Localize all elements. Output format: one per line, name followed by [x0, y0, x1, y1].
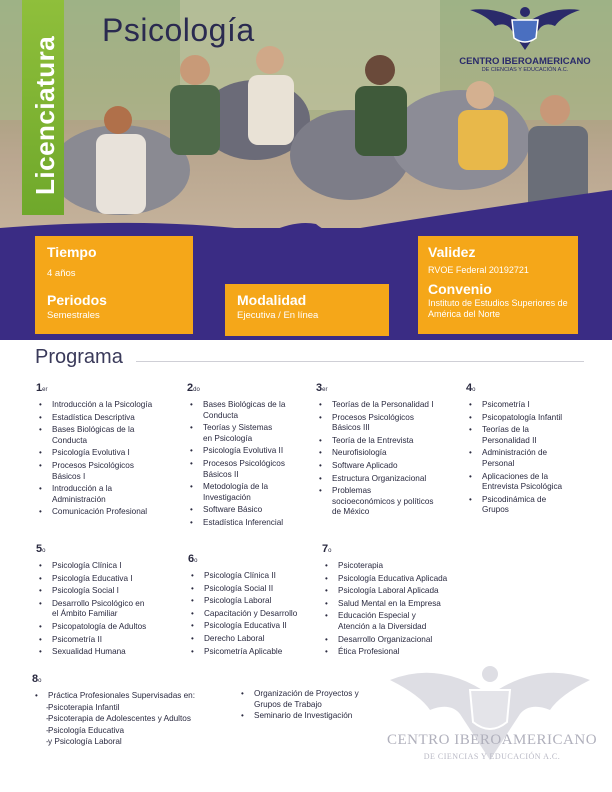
course-item: • Estructura Organizacional	[316, 474, 466, 485]
course-item: • Psicología Educativa Aplicada	[322, 574, 482, 585]
semester-heading: 7o	[322, 543, 332, 555]
course-item: • Psicología Laboral Aplicada	[322, 586, 482, 597]
validez-label: Validez	[428, 244, 476, 260]
watermark-name: CENTRO IBEROAMERICANO	[386, 732, 598, 748]
periodos-label: Periodos	[47, 292, 107, 308]
semester-2	[187, 382, 305, 531]
course-item: • Introducción a la Psicología	[36, 400, 186, 411]
course-item: • Psicometría I	[466, 400, 596, 411]
practice-area: - y Psicología Laboral	[32, 737, 252, 748]
course-list	[188, 571, 318, 657]
semester-7	[322, 543, 482, 660]
course-item: • Psicología Laboral	[188, 596, 318, 607]
eagle-emblem-icon	[450, 2, 600, 54]
semester-4	[466, 382, 596, 518]
logo-subtitle: DE CIENCIAS Y EDUCACIÓN A.C.	[481, 67, 569, 73]
semester-heading: 8o	[32, 673, 42, 685]
course-item: • Estadística Inferencial	[187, 518, 305, 529]
course-item: • Sexualidad Humana	[36, 647, 186, 658]
course-item: • Software Básico	[187, 505, 305, 516]
course-item: • Desarrollo Psicológico en el Ámbito Familiar	[36, 599, 146, 620]
practice-sublist	[32, 703, 252, 748]
course-item: • Problemas socioeconómicos y políticos de México	[316, 486, 436, 518]
semester-5	[36, 543, 186, 660]
course-item: • Organización de Proyectos y Grupos de Trabajo	[238, 689, 362, 710]
semester-6	[188, 553, 318, 659]
course-list	[316, 400, 466, 518]
semester-heading: 3er	[316, 382, 328, 394]
course-item: • Psicometría Aplicable	[188, 647, 318, 658]
institution-logo	[450, 2, 600, 82]
practice-area: - Psicología Educativa	[32, 726, 252, 737]
course-list	[36, 400, 186, 518]
course-item: • Psicodinámica de Grupos	[466, 495, 550, 516]
card-validity	[418, 236, 578, 334]
course-list	[238, 689, 378, 722]
semester-heading: 2do	[187, 382, 200, 394]
modalidad-value: Ejecutiva / En línea	[237, 310, 319, 321]
course-item: • Práctica Profesionales Supervisadas en:	[32, 691, 252, 702]
course-item: • Psicopatología de Adultos	[36, 622, 186, 633]
course-item: • Teoría de la Entrevista	[316, 436, 466, 447]
course-item: • Psicología Social I	[36, 586, 186, 597]
course-item: • Derecho Laboral	[188, 634, 318, 645]
course-item: • Neurofisiología	[316, 448, 466, 459]
course-item: • Procesos Psicológicos Básicos III	[316, 413, 420, 434]
tiempo-label: Tiempo	[47, 244, 97, 260]
tiempo-value: 4 años	[47, 268, 76, 279]
semester-heading: 1er	[36, 382, 48, 394]
programa-heading: Programa	[35, 346, 123, 368]
course-item: • Seminario de Investigación	[238, 711, 378, 722]
course-item: • Psicopatología Infantil	[466, 413, 596, 424]
semester-heading: 4o	[466, 382, 476, 394]
course-list	[32, 691, 252, 702]
course-item: • Psicología Evolutiva I	[36, 448, 186, 459]
course-list	[187, 400, 305, 529]
practice-area: - Psicoterapia Infantil	[32, 703, 252, 714]
course-item: • Estadística Descriptiva	[36, 413, 186, 424]
course-item: • Introducción a la Administración	[36, 484, 132, 505]
course-item: • Procesos Psicológicos Básicos II	[187, 459, 287, 480]
course-item: • Psicología Social II	[188, 584, 318, 595]
course-item: • Psicología Clínica II	[188, 571, 318, 582]
course-item: • Teorías de la Personalidad II	[466, 425, 550, 446]
course-item: • Psicometría II	[36, 635, 186, 646]
course-item: • Psicología Clínica I	[36, 561, 186, 572]
modalidad-label: Modalidad	[237, 292, 307, 308]
semester-heading: 5o	[36, 543, 46, 555]
course-item: • Psicoterapia	[322, 561, 482, 572]
course-item: • Desarrollo Organizacional	[322, 635, 482, 646]
course-item: • Administración de Personal	[466, 448, 550, 469]
logo-name: CENTRO IBEROAMERICANO	[459, 56, 591, 67]
periodos-value: Semestrales	[47, 310, 100, 321]
card-duration	[35, 236, 193, 334]
semester-3	[316, 382, 466, 520]
semester-1	[36, 382, 186, 520]
course-item: • Teorías y Sistemas en Psicología	[187, 423, 283, 444]
convenio-value: Instituto de Estudios Superiores de América del Norte	[428, 297, 568, 319]
heading-rule	[136, 361, 584, 362]
course-item: • Software Aplicado	[316, 461, 466, 472]
course-item: • Comunicación Profesional	[36, 507, 186, 518]
course-list	[466, 400, 596, 516]
validez-value: RVOE Federal 20192721	[428, 265, 529, 275]
course-item: • Procesos Psicológicos Básicos I	[36, 461, 136, 482]
course-item: • Ética Profesional	[322, 647, 482, 658]
course-item: • Metodología de la Investigación	[187, 482, 279, 503]
page-title: Psicología	[102, 12, 255, 48]
watermark-subtitle: DE CIENCIAS Y EDUCACIÓN A.C.	[423, 752, 561, 761]
course-item: • Bases Biológicas de la Conducta	[36, 425, 144, 446]
course-item: • Teorías de la Personalidad I	[316, 400, 466, 411]
course-item: • Capacitación y Desarrollo	[188, 609, 318, 620]
course-item: • Psicología Educativa I	[36, 574, 186, 585]
semester-8	[32, 673, 252, 749]
course-item: • Psicología Evolutiva II	[187, 446, 305, 457]
convenio-label: Convenio	[428, 280, 492, 297]
semester-heading: 6o	[188, 553, 198, 565]
course-item: • Bases Biológicas de la Conducta	[187, 400, 305, 421]
card-modality	[225, 284, 389, 336]
semester-8-extra	[238, 687, 378, 723]
course-list	[322, 561, 482, 658]
practice-area: - Psicoterapia de Adolescentes y Adultos	[32, 714, 252, 725]
course-item: • Salud Mental en la Empresa	[322, 599, 482, 610]
side-label: Licenciatura	[30, 35, 60, 195]
course-item: • Educación Especial y Atención a la Diversidad	[322, 611, 446, 632]
course-item: • Psicología Educativa II	[188, 621, 318, 632]
course-list	[36, 561, 186, 658]
course-item: • Aplicaciones de la Entrevista Psicológica	[466, 472, 576, 493]
